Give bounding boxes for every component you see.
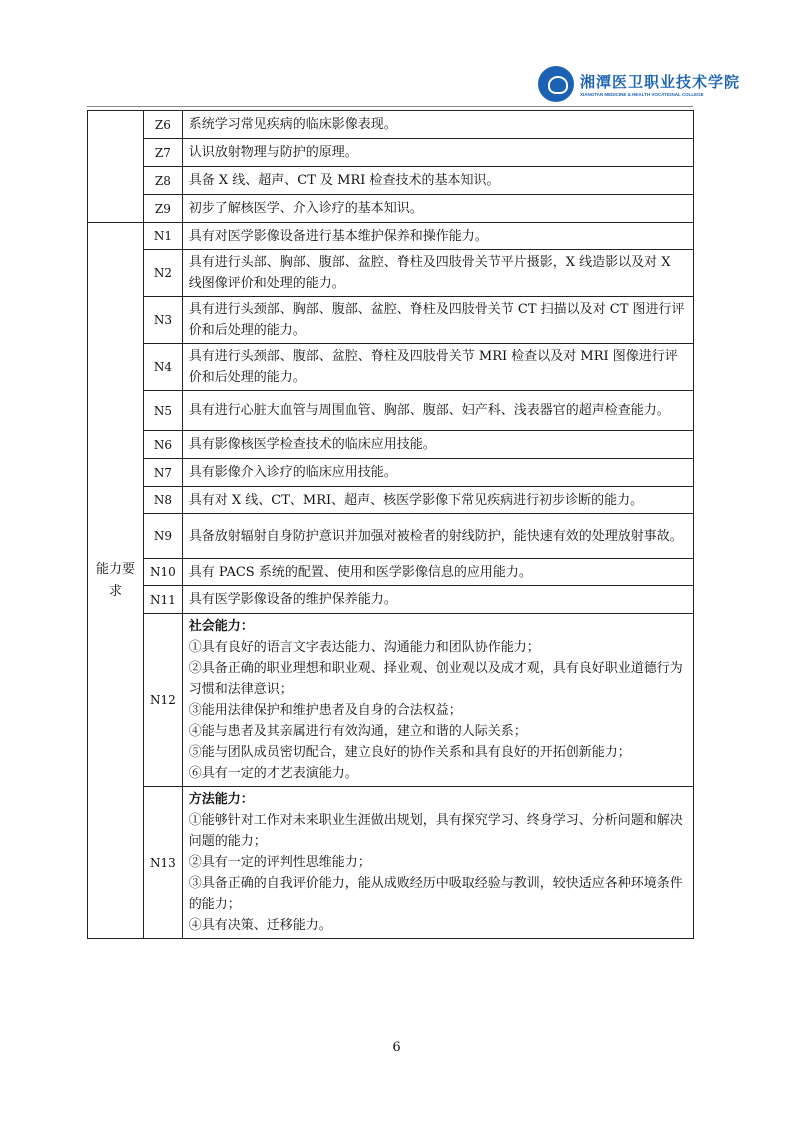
header-rule [87,106,693,107]
row-code: N8 [144,487,183,514]
row-code: Z6 [144,111,183,139]
row-code: N6 [144,431,183,459]
table-row [88,297,694,344]
row-text: 具有进行心脏大血管与周围血管、胸部、腹部、妇产科、浅表器官的超声检查能力。 [182,391,693,431]
row-text: 具有对医学影像设备进行基本维护保养和操作能力。 [182,223,693,250]
row-code: N3 [144,297,183,344]
table-row [88,586,694,614]
table-row [88,787,694,939]
row-text: 具备 X 线、超声、CT 及 MRI 检查技术的基本知识。 [182,167,693,195]
logo-english-name: XIANGTAN MEDICINE & HEALTH VOCATIONAL COLLEGE [580,92,704,97]
table-row [88,167,694,195]
table-row [88,514,694,559]
row-code: Z9 [144,195,183,223]
table-row [88,459,694,487]
table-row [88,195,694,223]
row-code: N11 [144,586,183,614]
row-text: 具有影像介入诊疗的临床应用技能。 [182,459,693,487]
row-code: Z8 [144,167,183,195]
table-row [88,344,694,391]
row-text: 具有对 X 线、CT、MRI、超声、核医学影像下常见疾病进行初步诊断的能力。 [182,487,693,514]
list-item: ②具有一定的评判性思维能力； [188,855,371,870]
row-code: N5 [144,391,183,431]
table-row [88,614,694,787]
group-cell-knowledge [88,111,144,223]
table-row [88,139,694,167]
row-text: 具备放射辐射自身防护意识并加强对被检者的射线防护，能快速有效的处理放射事故。 [182,514,693,559]
row-text: 具有进行头部、胸部、腹部、盆腔、脊柱及四肢骨关节平片摄影，X 线造影以及对 X 线图像评价和处理的能力。 [182,250,693,297]
list-item: ①具有良好的语言文字表达能力、沟通能力和团队协作能力； [188,640,540,655]
section-title: 社会能力： [188,619,254,634]
list-item: ②具备正确的职业理想和职业观、择业观、创业观以及成才观，具有良好职业道德行为习惯和法律意识； [188,661,683,697]
table-row [88,391,694,431]
table-row [88,250,694,297]
table-row [88,431,694,459]
competency-table [87,110,694,939]
row-text: 初步了解核医学、介入诊疗的基本知识。 [182,195,693,223]
row-text: 认识放射物理与防护的原理。 [182,139,693,167]
row-text: 具有 PACS 系统的配置、使用和医学影像信息的应用能力。 [182,559,693,586]
table-row [88,223,694,250]
row-text: 具有影像核医学检查技术的临床应用技能。 [182,431,693,459]
row-code: Z7 [144,139,183,167]
list-item: ⑥具有一定的才艺表演能力。 [188,766,358,781]
page-number: 6 [392,1040,401,1055]
list-item: ③具备正确的自我评价能力，能从成败经历中吸取经验与教训，较快适应各种环境条件的能力； [188,876,683,912]
row-code: N2 [144,250,183,297]
row-text: 系统学习常见疾病的临床影像表现。 [182,111,693,139]
group-label-ability: 能力要求 [88,223,144,939]
row-code: N4 [144,344,183,391]
logo-chinese-name: 湘潭医卫职业技术学院 [580,73,741,91]
list-item: ①能够针对工作对未来职业生涯做出规划，具有探究学习、终身学习、分析问题和解决问题的能力； [188,813,683,849]
list-item: ③能用法律保护和维护患者及自身的合法权益； [188,703,462,718]
n13-cell [182,787,693,939]
row-code: N13 [144,787,183,939]
table-row [88,487,694,514]
row-code: N7 [144,459,183,487]
list-item: ④能与患者及其亲属进行有效沟通，建立和谐的人际关系； [188,724,527,739]
list-item: ⑤能与团队成员密切配合，建立良好的协作关系和具有良好的开拓创新能力； [188,745,631,760]
row-text: 具有进行头颈部、胸部、腹部、盆腔、脊柱及四肢骨关节 CT 扫描以及对 CT 图进行评价和后处理的能力。 [182,297,693,344]
table-row [88,111,694,139]
college-logo [538,66,740,102]
table-row [88,559,694,586]
row-text: 具有进行头颈部、腹部、盆腔、脊柱及四肢骨关节 MRI 检查以及对 MRI 图像进行评价和后处理的能力。 [182,344,693,391]
row-code: N1 [144,223,183,250]
row-code: N9 [144,514,183,559]
row-code: N10 [144,559,183,586]
list-item: ④具有决策、迁移能力。 [188,918,332,933]
row-text: 具有医学影像设备的维护保养能力。 [182,586,693,614]
row-code: N12 [144,614,183,787]
section-title: 方法能力： [188,792,254,807]
college-seal-icon [538,66,574,102]
n12-cell [182,614,693,787]
